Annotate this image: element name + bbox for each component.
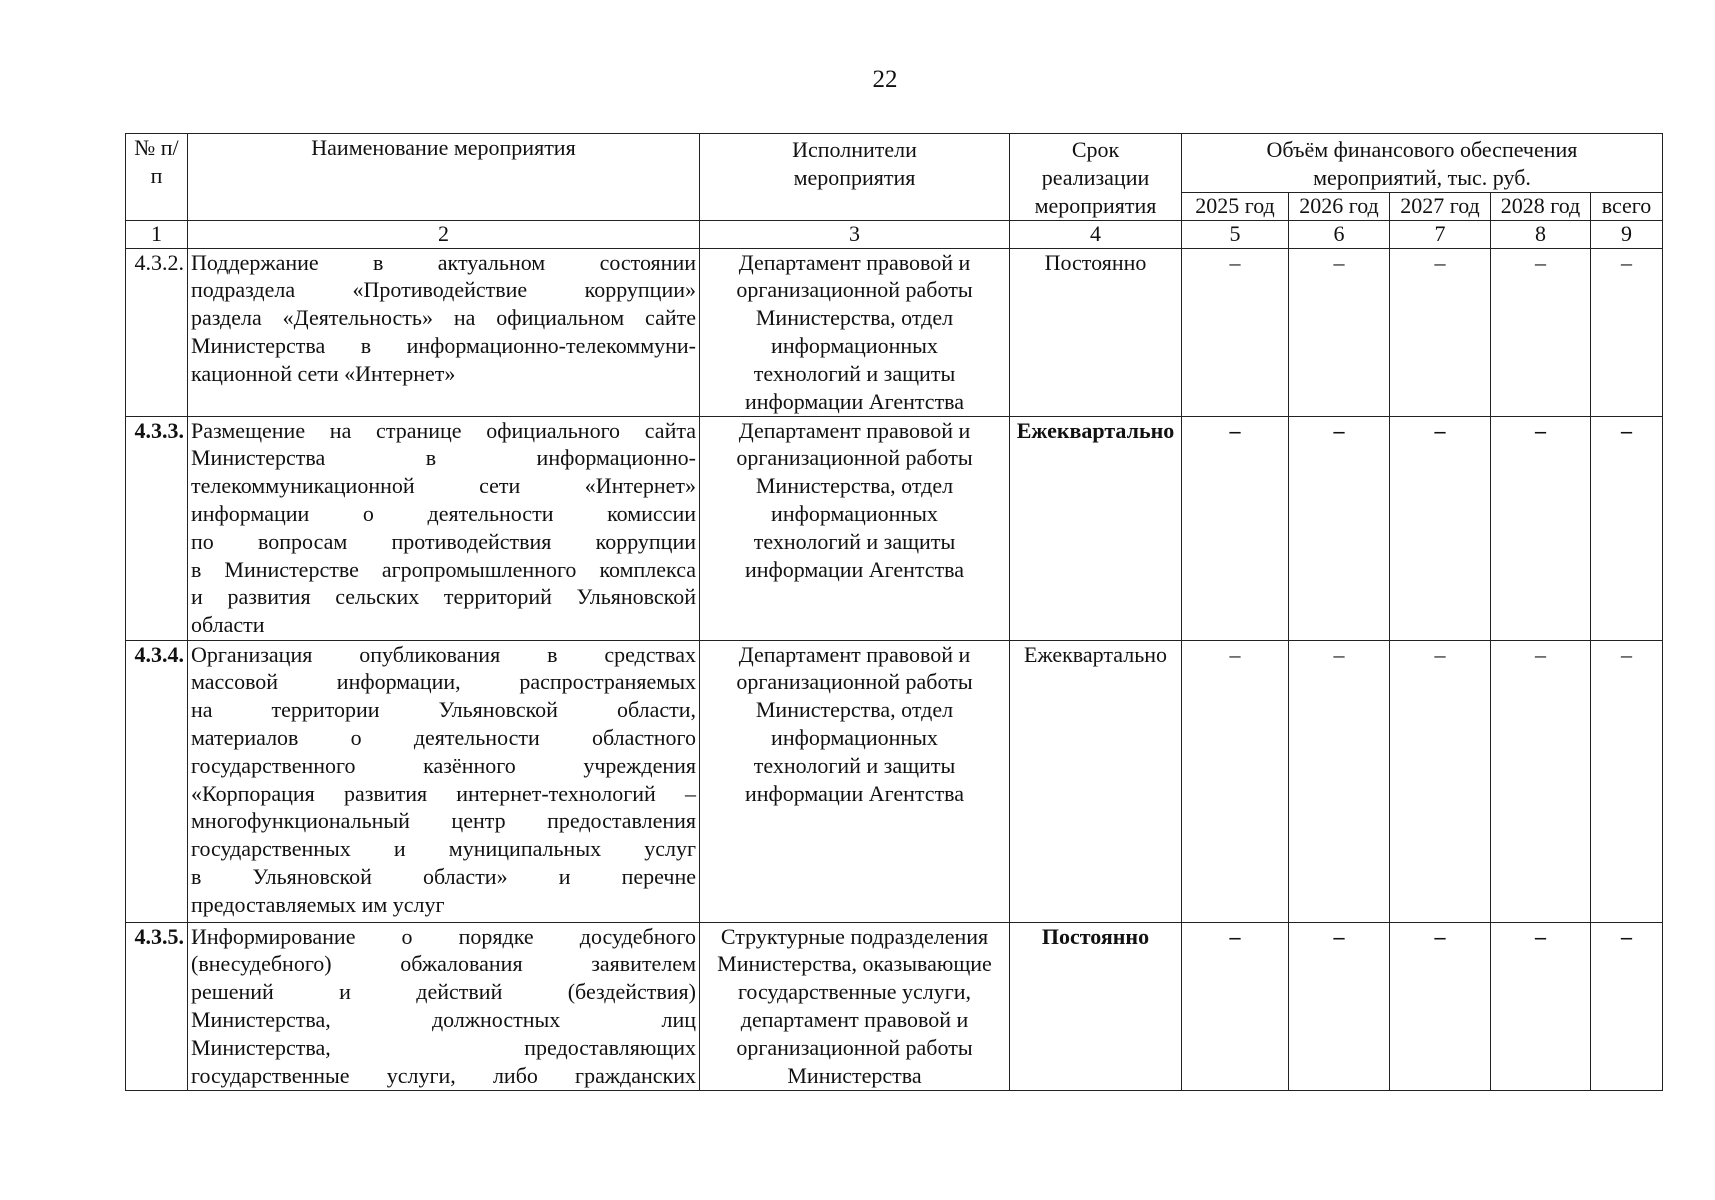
value-2025: – bbox=[1182, 922, 1289, 1090]
activity-name bbox=[188, 248, 700, 416]
activity-line: государственных и муниципальных услуг bbox=[191, 836, 696, 862]
activity-line: Министерства, предоставляющих bbox=[191, 1034, 696, 1060]
activity-line: «Корпорация развития интернет-технологий – bbox=[191, 780, 696, 806]
header-year-2027: 2027 год bbox=[1390, 192, 1491, 220]
activity-line: подраздела «Противодействие коррупции» bbox=[191, 277, 696, 303]
value-2027: – bbox=[1390, 416, 1491, 640]
activity-line: Поддержание в актуальном состоянии bbox=[191, 249, 696, 275]
value-total: – bbox=[1591, 416, 1663, 640]
header-year-2026: 2026 год bbox=[1289, 192, 1390, 220]
activity-line: Организация опубликования в средствах bbox=[191, 641, 696, 667]
index-cell: 2 bbox=[188, 220, 700, 248]
activity-line: на территории Ульяновской области, bbox=[191, 697, 696, 723]
activity-line: области bbox=[191, 612, 265, 638]
activity-line: Министерства, должностных лиц bbox=[191, 1006, 696, 1032]
value-2026: – bbox=[1289, 640, 1390, 922]
value-2027: – bbox=[1390, 922, 1491, 1090]
executors: Департамент правовой и организационной работы Министерства, отдел информационных технологий и защиты информации Агентства bbox=[700, 248, 1010, 416]
activity-line: кационной сети «Интернет» bbox=[191, 360, 456, 386]
activity-line: телекоммуникационной сети «Интернет» bbox=[191, 473, 696, 499]
header-name: Наименование мероприятия bbox=[188, 134, 700, 221]
value-2028: – bbox=[1491, 640, 1591, 922]
row-number: 4.3.4. bbox=[126, 640, 188, 922]
value-2025: – bbox=[1182, 640, 1289, 922]
value-2028: – bbox=[1491, 248, 1591, 416]
header-year-2025: 2025 год bbox=[1182, 192, 1289, 220]
value-total: – bbox=[1591, 640, 1663, 922]
index-cell: 9 bbox=[1591, 220, 1663, 248]
value-2027: – bbox=[1390, 640, 1491, 922]
activity-line: решений и действий (бездействия) bbox=[191, 979, 696, 1005]
activity-line: раздела «Деятельность» на официальном сайте bbox=[191, 305, 696, 331]
row-number: 4.3.5. bbox=[126, 922, 188, 1090]
header-executors: Исполнители мероприятия bbox=[700, 134, 1010, 221]
index-cell: 7 bbox=[1390, 220, 1491, 248]
header-total: всего bbox=[1591, 192, 1663, 220]
header-term: Срок реализации мероприятия bbox=[1010, 134, 1182, 221]
activity-line: Министерства в информационно- bbox=[191, 445, 696, 471]
activity-line: Информирование о порядке досудебного bbox=[191, 923, 696, 949]
index-cell: 6 bbox=[1289, 220, 1390, 248]
term: Постоянно bbox=[1010, 922, 1182, 1090]
index-cell: 1 bbox=[126, 220, 188, 248]
executors: Департамент правовой и организационной работы Министерства, отдел информационных технологий и защиты информации Агентства bbox=[700, 416, 1010, 640]
activity-line: информации о деятельности комиссии bbox=[191, 500, 696, 526]
header-year-2028: 2028 год bbox=[1491, 192, 1591, 220]
header-finance: Объём финансового обеспечения мероприятий, тыс. руб. bbox=[1182, 134, 1663, 193]
activity-line: по вопросам противодействия коррупции bbox=[191, 528, 696, 554]
executors: Департамент правовой и организационной работы Министерства, отдел информационных технологий и защиты информации Агентства bbox=[700, 640, 1010, 922]
activity-line: предоставляемых им услуг bbox=[191, 891, 445, 917]
header-num: № п/п bbox=[126, 134, 188, 221]
value-2028: – bbox=[1491, 922, 1591, 1090]
index-cell: 3 bbox=[700, 220, 1010, 248]
table-row bbox=[126, 248, 1663, 416]
row-number: 4.3.2. bbox=[126, 248, 188, 416]
value-2025: – bbox=[1182, 416, 1289, 640]
activity-line: материалов о деятельности областного bbox=[191, 724, 696, 750]
activity-name bbox=[188, 640, 700, 922]
table-row bbox=[126, 416, 1663, 640]
index-cell: 8 bbox=[1491, 220, 1591, 248]
activity-line: (внесудебного) обжалования заявителем bbox=[191, 951, 696, 977]
activity-line: государственные услуги, либо гражданских bbox=[191, 1062, 696, 1088]
activity-line: Размещение на странице официального сайта bbox=[191, 417, 696, 443]
term: Постоянно bbox=[1010, 248, 1182, 416]
table-row bbox=[126, 640, 1663, 922]
activity-line: многофункциональный центр предоставления bbox=[191, 808, 696, 834]
activity-line: в Ульяновской области» и перечне bbox=[191, 863, 696, 889]
term: Ежеквартально bbox=[1010, 416, 1182, 640]
value-2025: – bbox=[1182, 248, 1289, 416]
activity-name bbox=[188, 416, 700, 640]
index-cell: 4 bbox=[1010, 220, 1182, 248]
value-2026: – bbox=[1289, 922, 1390, 1090]
activity-line: государственного казённого учреждения bbox=[191, 752, 696, 778]
value-2027: – bbox=[1390, 248, 1491, 416]
value-2028: – bbox=[1491, 416, 1591, 640]
table-row bbox=[126, 922, 1663, 1090]
activity-line: Министерства в информационно-телекоммуни- bbox=[191, 332, 696, 358]
value-total: – bbox=[1591, 922, 1663, 1090]
activity-line: и развития сельских территорий Ульяновской bbox=[191, 584, 696, 610]
value-2026: – bbox=[1289, 416, 1390, 640]
index-cell: 5 bbox=[1182, 220, 1289, 248]
activity-line: массовой информации, распространяемых bbox=[191, 669, 696, 695]
activities-table bbox=[125, 133, 1663, 1091]
executors: Структурные подразделения Министерства, оказывающие государственные услуги, департамент правовой и организационной работы Министерства bbox=[700, 922, 1010, 1090]
activity-line: в Министерстве агропромышленного комплекса bbox=[191, 556, 696, 582]
term: Ежеквартально bbox=[1010, 640, 1182, 922]
page-number: 22 bbox=[872, 66, 898, 93]
activity-name bbox=[188, 922, 700, 1090]
value-2026: – bbox=[1289, 248, 1390, 416]
value-total: – bbox=[1591, 248, 1663, 416]
row-number: 4.3.3. bbox=[126, 416, 188, 640]
